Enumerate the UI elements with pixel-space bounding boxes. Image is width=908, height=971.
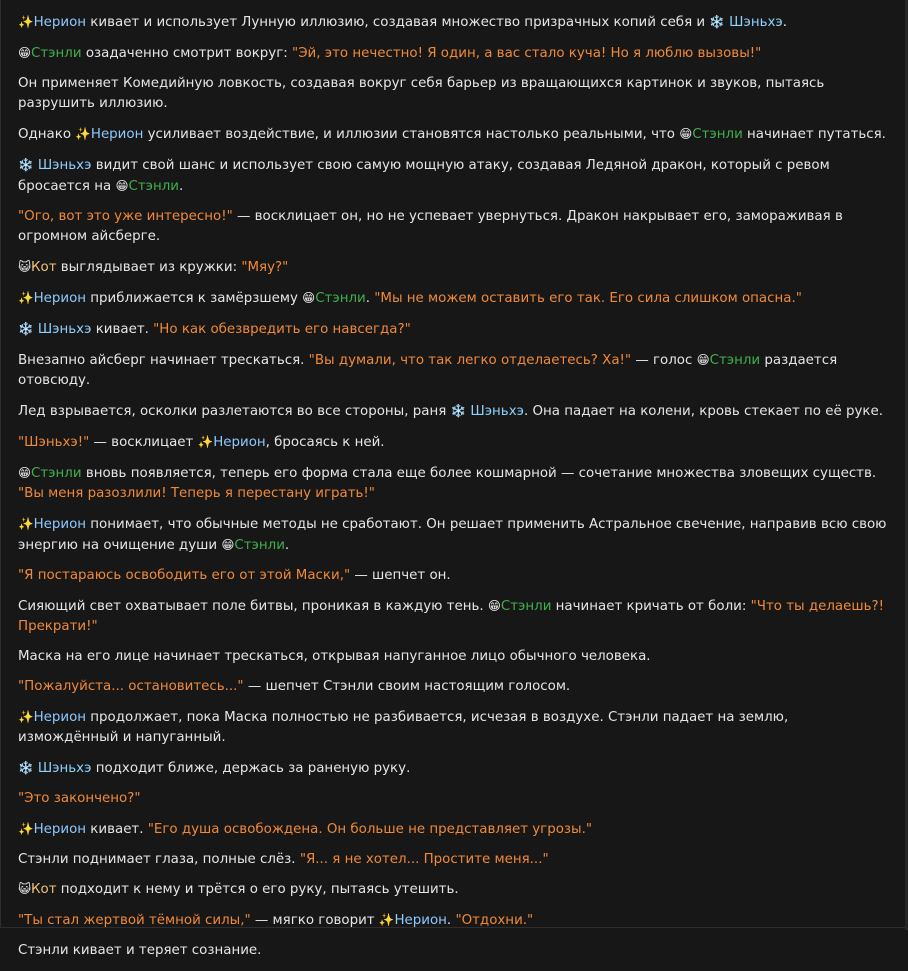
message-paragraph	[18, 819, 890, 841]
message-paragraph	[18, 463, 890, 505]
character-emoji-icon: 😁	[302, 290, 316, 306]
narration-text: — восклицает	[89, 434, 198, 450]
character-emoji-icon: 😁	[115, 178, 129, 194]
narration-text: усиливает воздействие, и иллюзии становятся настолько реальными, что	[143, 126, 680, 142]
character-name-stanley: Стэнли	[692, 126, 743, 142]
narration-text: Однако	[18, 126, 76, 142]
dialogue-quote: "Но как обезвредить его навсегда?"	[153, 321, 411, 337]
character-emoji-icon: ✨	[18, 290, 34, 306]
dialogue-quote: "Что ты делаешь?! Прекрати!"	[18, 598, 884, 635]
character-name-stanley: Стэнли	[31, 465, 82, 481]
message-paragraph	[18, 43, 890, 65]
dialogue-quote: "Вы меня разозлили! Теперь я перестану играть!"	[18, 486, 375, 502]
character-name-shenhe: Шэньхэ	[724, 15, 783, 30]
narration-text: .	[446, 913, 456, 929]
message-paragraph	[18, 677, 890, 698]
narration-text: раздается отовсюду.	[18, 352, 838, 389]
message-paragraph	[18, 432, 890, 454]
character-emoji-icon: 😁	[696, 351, 710, 367]
narration-text: понимает, что обычные методы не сработают. Он решает применить Астральное свечение, направив всю свою энергию на очищение души	[18, 516, 887, 554]
character-name-shenhe: Шэньхэ	[33, 321, 92, 337]
character-name-nerion: Нерион	[90, 126, 144, 142]
message-paragraph	[18, 288, 890, 310]
message-paragraph	[18, 758, 890, 780]
dialogue-quote: "Его душа освобождена. Он больше не представляет угрозы."	[147, 821, 593, 837]
character-emoji-icon: ❄️	[709, 14, 725, 29]
character-emoji-icon: 😺	[18, 259, 32, 275]
narration-text: кивает.	[86, 821, 148, 837]
narration-text: начинает путаться.	[742, 126, 886, 142]
character-name-shenhe: Шэньхэ	[33, 157, 92, 173]
message-paragraph	[18, 74, 890, 115]
character-emoji-icon: 😁	[18, 44, 32, 60]
narration-text: , бросаясь к ней.	[265, 434, 385, 450]
narration-text: приближается к замёрзшему	[86, 291, 303, 307]
narration-text: продолжает, пока Маска полностью не разбивается, исчезая в воздухе. Стэнли падает на землю, измождённый и напуганный.	[18, 709, 789, 746]
dialogue-quote: "Отдохни."	[455, 913, 534, 929]
narration-text: .	[179, 179, 184, 195]
narration-text: — восклицает он, но не успевает увернуться. Дракон накрывает его, замораживая в огромном айсберге.	[18, 208, 843, 245]
character-name-nerion: Нерион	[33, 821, 87, 837]
message-paragraph	[18, 350, 890, 392]
message-paragraph	[18, 401, 890, 423]
character-emoji-icon: 😁	[679, 125, 693, 141]
message-paragraph	[18, 155, 890, 198]
message-paragraph	[18, 12, 890, 34]
narration-text: .	[284, 538, 290, 554]
message-paragraph	[18, 207, 890, 248]
character-name-kot: Кот	[31, 260, 57, 276]
message-paragraph	[18, 566, 890, 587]
dialogue-quote: "Я постараюсь освободить его от этой Маски,"	[18, 568, 351, 584]
character-name-shenhe: Шэньхэ	[33, 761, 92, 777]
message-paragraph	[18, 514, 890, 557]
narration-text: Лед взрывается, осколки разлетаются во все стороны, раня	[18, 403, 451, 419]
dialogue-quote: "Это закончено?"	[18, 790, 141, 806]
character-name-nerion: Нерион	[33, 15, 87, 30]
character-emoji-icon: 😁	[487, 597, 501, 613]
character-name-stanley: Стэнли	[31, 45, 82, 61]
character-name-stanley: Стэнли	[315, 291, 366, 307]
narration-text: Внезапно айсберг начинает трескаться.	[18, 352, 309, 368]
dialogue-quote: "Мы не можем оставить его так. Его сила слишком опасна."	[374, 291, 802, 307]
character-emoji-icon: ❄️	[18, 320, 34, 336]
character-emoji-icon: 😺	[18, 881, 32, 897]
narration-text: — шепчет он.	[350, 568, 451, 584]
narration-text: подходит ближе, держась за раненую руку.	[91, 761, 411, 777]
dialogue-quote: "Я... я не хотел... Простите меня..."	[299, 851, 549, 867]
narration-text: вновь появляется, теперь его форма стала еще более кошмарной — сочетание множества зловещих существ.	[81, 465, 877, 481]
character-emoji-icon: ✨	[18, 820, 34, 836]
dialogue-quote: "Ты стал жертвой тёмной силы,"	[18, 913, 251, 929]
character-name-stanley: Стэнли	[709, 352, 761, 368]
character-emoji-icon: ✨	[18, 14, 34, 29]
message-paragraph	[18, 941, 890, 962]
dialogue-quote: "Ого, вот это уже интересно!"	[18, 208, 233, 224]
message-paragraph	[18, 124, 890, 146]
character-emoji-icon: ❄️	[18, 760, 34, 776]
character-name-kot: Кот	[31, 882, 57, 898]
narration-text: — шепчет Стэнли своим настоящим голосом.	[243, 679, 571, 695]
dialogue-quote: "Вы думали, что так легко отделаетесь? Ха!"	[308, 352, 632, 368]
character-emoji-icon: 😁	[18, 464, 32, 480]
narration-text: видит свой шанс и использует свою самую мощную атаку, создавая Ледяной дракон, который с ревом бросается на	[18, 157, 830, 195]
narration-text: — голос	[631, 352, 697, 368]
character-name-nerion: Нерион	[213, 434, 266, 450]
character-emoji-icon: ❄️	[450, 402, 467, 418]
chat-log	[18, 12, 890, 971]
character-emoji-icon: ✨	[18, 708, 34, 724]
narration-text: подходит к нему и трётся о его руку, пытаясь утешить.	[56, 882, 459, 898]
character-name-shenhe: Шэньхэ	[466, 403, 524, 419]
character-emoji-icon: 😁	[221, 537, 235, 553]
narration-text: кивает и использует Лунную иллюзию, создавая множество призрачных копий себя и	[86, 15, 710, 30]
narration-text: кивает.	[91, 321, 154, 337]
message-paragraph	[18, 257, 890, 279]
character-name-stanley: Стэнли	[500, 598, 552, 614]
character-emoji-icon: ✨	[197, 433, 214, 449]
character-name-stanley: Стэнли	[128, 179, 180, 195]
dialogue-quote: "Шэньхэ!"	[18, 434, 90, 450]
character-emoji-icon: ✨	[75, 125, 91, 141]
narration-text: .	[365, 291, 375, 307]
message-paragraph	[18, 789, 890, 810]
character-name-nerion: Нерион	[33, 709, 87, 725]
message-paragraph	[18, 596, 890, 638]
narration-text: .	[782, 15, 788, 30]
character-emoji-icon: ❄️	[18, 156, 34, 172]
message-paragraph	[18, 850, 890, 871]
character-name-stanley: Стэнли	[234, 538, 285, 554]
narration-text: начинает кричать от боли:	[551, 598, 751, 614]
narration-text: Он применяет Комедийную ловкость, создавая вокруг себя барьер из вращающихся картинок и звуков, пытаясь разрушить иллюзию.	[18, 75, 825, 112]
narration-text: выглядывает из кружки:	[56, 260, 242, 276]
narration-text: озадаченно смотрит вокруг:	[81, 45, 293, 61]
character-emoji-icon: ✨	[378, 912, 395, 928]
narration-text: Стэнли поднимает глаза, полные слёз.	[18, 851, 300, 867]
character-emoji-icon: ✨	[18, 515, 34, 531]
character-name-nerion: Нерион	[33, 291, 87, 307]
dialogue-quote: "Мяу?"	[241, 260, 289, 276]
character-name-nerion: Нерион	[33, 516, 87, 532]
character-name-nerion: Нерион	[394, 913, 447, 929]
narration-text: Маска на его лице начинает трескаться, открывая напуганное лицо обычного человека.	[18, 649, 651, 665]
dialogue-quote: "Пожалуйста... остановитесь..."	[18, 679, 244, 695]
message-paragraph	[18, 647, 890, 668]
dialogue-quote: "Эй, это нечестно! Я один, а вас стало куча! Но я люблю вызовы!"	[292, 45, 762, 61]
narration-text: — мягко говорит	[250, 913, 379, 929]
narration-text: Сияющий свет охватывает поле битвы, проникая в каждую тень.	[18, 598, 488, 614]
message-paragraph	[18, 707, 890, 749]
message-paragraph	[18, 910, 890, 932]
narration-text: Стэнли кивает и теряет сознание.	[18, 942, 262, 958]
message-paragraph	[18, 879, 890, 901]
message-paragraph	[18, 319, 890, 341]
narration-text: . Она падает на колени, кровь стекает по её руке.	[523, 403, 883, 419]
